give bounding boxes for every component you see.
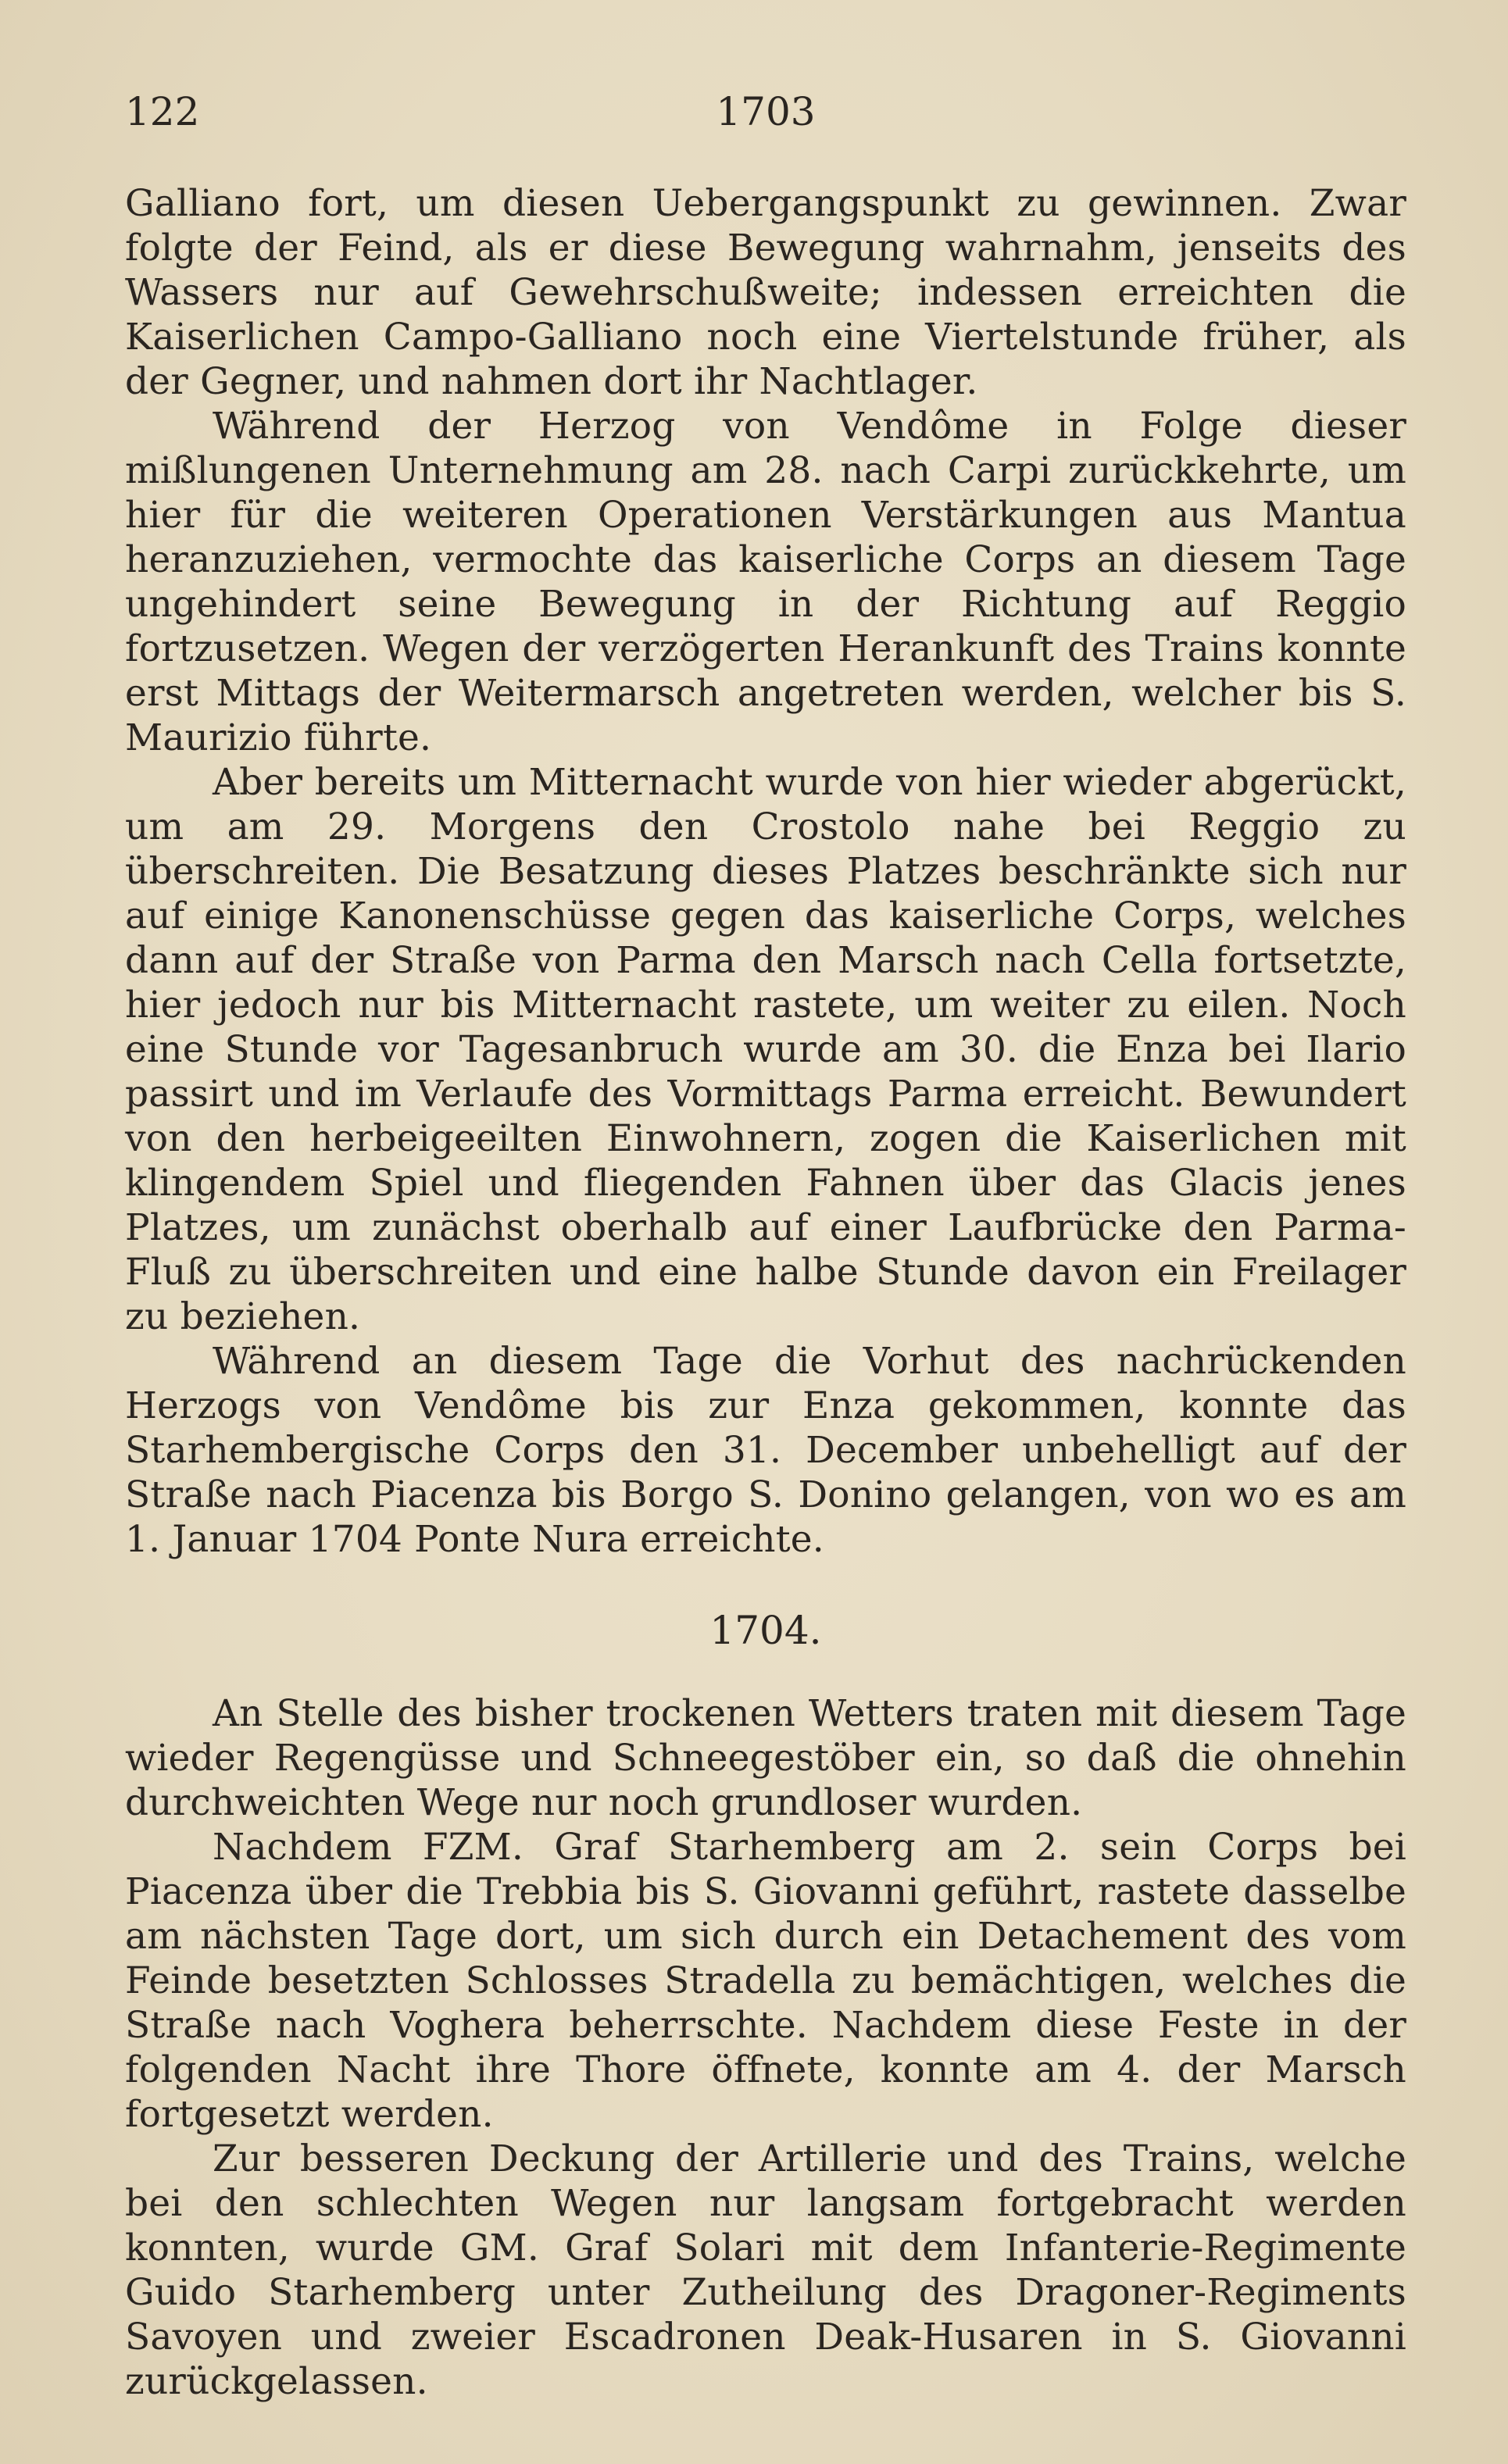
paragraph-1704-3: Zur besseren Deckung der Artillerie und des Trains, welche bei den schlechten Wegen nur langsam fortgebracht werden konnten, wurde GM. Graf Solari mit dem Infanterie-Regimente Guido Starhemberg unter Zutheilung des Dragoner-Regiments Savoyen und zweier Escadronen Deak-Husaren in S. Giovanni zurückgelassen.: [125, 2137, 1406, 2403]
paragraph-1703-4: Während an diesem Tage die Vorhut des nachrückenden Herzogs von Vendôme bis zur Enza gekommen, konnte das Starhembergische Corps den 31. December unbehelligt auf der Straße nach Piacenza bis Borgo S. Donino gelangen, von wo es am 1. Januar 1704 Ponte Nura erreichte.: [125, 1340, 1406, 1561]
paragraph-1704-1: An Stelle des bisher trockenen Wetters traten mit diesem Tage wieder Regengüsse und Schneegestöber ein, so daß die ohnehin durchweichten Wege nur noch grundloser wurden.: [125, 1692, 1406, 1824]
body-text: [125, 181, 1406, 2404]
section-heading-1704: 1704.: [709, 1608, 822, 1653]
paragraph-1703-3: Aber bereits um Mitternacht wurde von hier wieder abgerückt, um am 29. Morgens den Crostolo nahe bei Reggio zu überschreiten. Die Besatzung dieses Platzes beschränkte sich nur auf einige Kanonenschüsse gegen das kaiserliche Corps, welches dann auf der Straße von Parma den Marsch nach Cella fortsetzte, hier jedoch nur bis Mitternacht rastete, um weiter zu eilen. Noch eine Stunde vor Tagesanbruch wurde am 30. die Enza bei Ilario passirt und im Verlaufe des Vormittags Parma erreicht. Bewundert von den herbeigeeilten Einwohnern, zogen die Kaiserlichen mit klingendem Spiel und fliegenden Fahnen über das Glacis jenes Platzes, um zunächst oberhalb auf einer Laufbrücke den Parma-Fluß zu überschreiten und eine halbe Stunde davon ein Freilager zu beziehen.: [125, 761, 1406, 1338]
running-head: [125, 84, 1406, 139]
paragraph-1704-2: Nachdem FZM. Graf Starhemberg am 2. sein Corps bei Piacenza über die Trebbia bis S. Giovanni geführt, rastete dasselbe am nächsten Tage dort, um sich durch ein Detachement des vom Feinde besetzten Schlosses Stradella zu bemächtigen, welches die Straße nach Voghera beherrschte. Nachdem diese Feste in der folgenden Nacht ihre Thore öffnete, konnte am 4. der Marsch fortgesetzt werden.: [125, 1826, 1406, 2136]
paragraph-1703-2: Während der Herzog von Vendôme in Folge dieser mißlungenen Unternehmung am 28. nach Carpi zurückkehrte, um hier für die weiteren Operationen Verstärkungen aus Mantua heranzuziehen, vermochte das kaiserliche Corps an diesem Tage ungehindert seine Bewegung in der Richtung auf Reggio fortzusetzen. Wegen der verzögerten Herankunft des Trains konnte erst Mittags der Weitermarsch angetreten werden, welcher bis S. Maurizio führte.: [125, 405, 1406, 759]
page-number: 122: [125, 89, 200, 134]
paragraph-1703-1: Galliano fort, um diesen Uebergangspunkt zu gewinnen. Zwar folgte der Feind, als er diese Bewegung wahrnahm, jenseits des Wassers nur auf Gewehrschußweite; indessen erreichten die Kaiserlichen Campo-Galliano noch eine Viertelstunde früher, als der Gegner, und nahmen dort ihr Nachtlager.: [125, 182, 1406, 403]
running-head-year: 1703: [716, 89, 816, 134]
